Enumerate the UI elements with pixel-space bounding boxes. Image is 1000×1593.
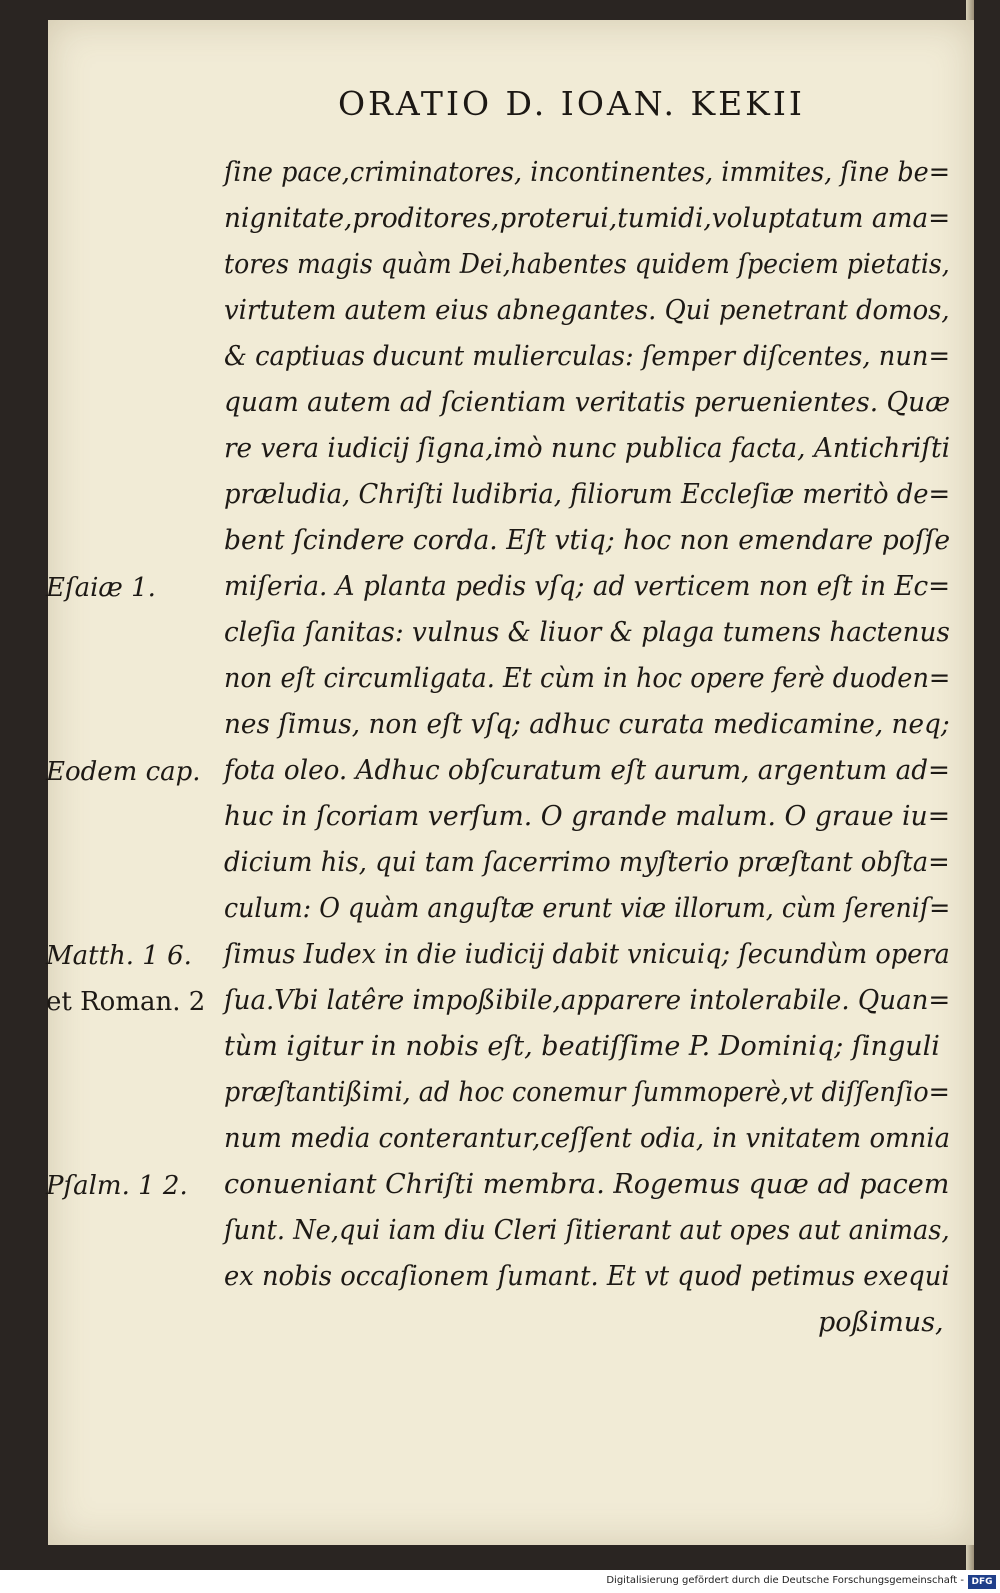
text-line: fota oleo. Adhuc obſcuratum eſt aurum, argentum ad= <box>224 755 950 786</box>
text-line: cleſia ſanitas: vulnus & liuor & plaga tumens hactenus <box>224 617 950 648</box>
margin-note: Pſalm. 1 2. <box>46 1171 188 1201</box>
text-line: tores magis quàm Dei,habentes quidem ſpeciem pietatis, <box>224 249 950 280</box>
funding-credit: Digitalisierung gefördert durch die Deutsche Forschungsgemeinschaft - <box>606 1575 964 1586</box>
text-line: ſua.Vbi latêre impoßibile,apparere intolerabile. Quan= <box>224 985 951 1016</box>
text-line: virtutem autem eius abnegantes. Qui penetrant domos, <box>224 295 950 326</box>
text-line: nes ſimus, non eſt vſq; adhuc curata medicamine, neq; <box>224 709 950 740</box>
running-title: ORATIO D. IOAN. KEKII <box>338 84 805 123</box>
text-line: conueniant Chriſti membra. Rogemus quæ ad pacem <box>224 1169 950 1200</box>
catchword: poßimus, <box>818 1307 944 1338</box>
dfg-logo: DFG <box>968 1575 996 1589</box>
text-line: num media conterantur,ceſſent odia, in vnitatem omnia <box>224 1123 951 1154</box>
text-line: nignitate,proditores,proterui,tumidi,voluptatum ama= <box>224 203 951 234</box>
text-line: ſimus Iudex in die iudicij dabit vnicuiq; ſecundùm opera <box>224 939 950 970</box>
text-line: non eſt circumligata. Et cùm in hoc opere ferè duoden= <box>224 663 951 694</box>
margin-note: et Roman. 2 <box>46 987 206 1017</box>
text-line: ſunt. Ne,qui iam diu Cleri ſitierant aut opes aut animas, <box>224 1215 950 1246</box>
text-line: ſine pace,criminatores, incontinentes, immites, ſine be= <box>224 157 951 188</box>
text-line: miſeria. A planta pedis vſq; ad verticem non eſt in Ec= <box>224 571 951 602</box>
text-line: ex nobis occaſionem ſumant. Et vt quod petimus exequi <box>224 1261 950 1292</box>
margin-note: Eodem cap. <box>46 757 201 787</box>
text-line: huc in ſcoriam verſum. O grande malum. O graue iu= <box>224 801 951 832</box>
footer-bar <box>0 1572 1000 1593</box>
text-line: dicium his, qui tam ſacerrimo myſterio præſtant obſta= <box>224 847 950 878</box>
margin-note: Matth. 1 6. <box>46 941 192 971</box>
text-line: præludia, Chriſti ludibria, filiorum Eccleſiæ meritò de= <box>224 479 951 510</box>
text-line: bent ſcindere corda. Eſt vtiq; hoc non emendare poſſe <box>224 525 951 556</box>
text-line: & captiuas ducunt mulierculas: ſemper diſcentes, nun= <box>224 341 951 372</box>
text-line: re vera iudicij ſigna,imò nunc publica facta, Antichriſti <box>224 433 950 464</box>
text-line: culum: O quàm anguſtæ erunt viæ illorum, cùm ſereniſ= <box>224 893 951 924</box>
text-line: præſtantißimi, ad hoc conemur ſummoperè,vt diſſenſio= <box>224 1077 950 1108</box>
text-line: tùm igitur in nobis eſt, beatiſſime P. Dominiq; ſinguli <box>224 1031 940 1062</box>
margin-note: Eſaiæ 1. <box>46 573 156 603</box>
text-line: quam autem ad ſcientiam veritatis peruenientes. Quæ <box>224 387 951 418</box>
